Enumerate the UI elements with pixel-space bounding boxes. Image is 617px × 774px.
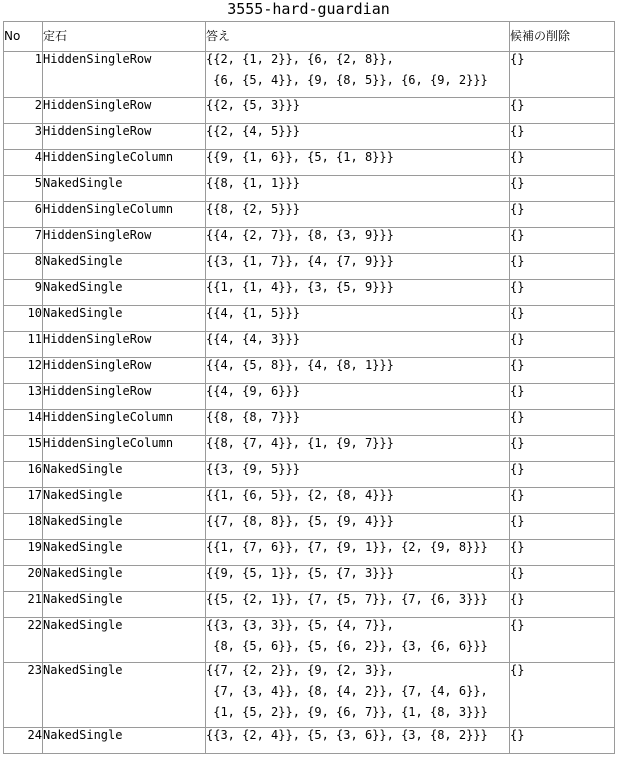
technique-cell: NakedSingle — [43, 462, 206, 488]
table-row — [4, 462, 615, 488]
answer-cell — [206, 488, 510, 514]
technique-cell: NakedSingle — [43, 306, 206, 332]
technique-cell: NakedSingle — [43, 592, 206, 618]
step-number: 10 — [4, 306, 43, 332]
page-title: 3555-hard-guardian — [227, 0, 390, 18]
table-row — [4, 332, 615, 358]
answer-cell — [206, 592, 510, 618]
removal-cell: {} — [510, 728, 615, 754]
answer-line: {{3, {2, 4}}, {5, {3, 6}}, {3, {8, 2}}} — [206, 728, 488, 742]
answer-line: {{2, {1, 2}}, {6, {2, 8}}, — [206, 52, 394, 66]
table-row — [4, 228, 615, 254]
table-row — [4, 663, 615, 728]
technique-cell: NakedSingle — [43, 514, 206, 540]
step-number: 18 — [4, 514, 43, 540]
technique-cell: HiddenSingleColumn — [43, 202, 206, 228]
removal-cell: {} — [510, 618, 615, 663]
step-number: 13 — [4, 384, 43, 410]
technique-cell: NakedSingle — [43, 540, 206, 566]
removal-cell: {} — [510, 410, 615, 436]
technique-cell: NakedSingle — [43, 488, 206, 514]
technique-cell: NakedSingle — [43, 280, 206, 306]
header-no: No — [4, 22, 43, 52]
answer-cell — [206, 150, 510, 176]
technique-cell: HiddenSingleColumn — [43, 436, 206, 462]
technique-cell: HiddenSingleColumn — [43, 150, 206, 176]
answer-cell — [206, 280, 510, 306]
answer-line: {7, {3, 4}}, {8, {4, 2}}, {7, {4, 6}}, — [206, 684, 488, 698]
header-answer: 答え — [206, 22, 510, 52]
technique-cell: HiddenSingleRow — [43, 332, 206, 358]
answer-line: {1, {5, 2}}, {9, {6, 7}}, {1, {8, 3}}} — [206, 705, 488, 719]
answer-line: {{2, {5, 3}}} — [206, 98, 300, 112]
steps-table — [3, 21, 615, 754]
removal-cell: {} — [510, 566, 615, 592]
technique-cell: HiddenSingleRow — [43, 52, 206, 98]
table-row — [4, 306, 615, 332]
technique-cell: NakedSingle — [43, 176, 206, 202]
removal-cell: {} — [510, 52, 615, 98]
answer-line: {{1, {7, 6}}, {7, {9, 1}}, {2, {9, 8}}} — [206, 540, 488, 554]
table-row — [4, 98, 615, 124]
removal-cell: {} — [510, 306, 615, 332]
answer-line: {{9, {5, 1}}, {5, {7, 3}}} — [206, 566, 394, 580]
step-number: 19 — [4, 540, 43, 566]
answer-cell — [206, 436, 510, 462]
step-number: 4 — [4, 150, 43, 176]
answer-cell — [206, 566, 510, 592]
table-body — [4, 52, 615, 754]
answer-line: {{8, {7, 4}}, {1, {9, 7}}} — [206, 436, 394, 450]
answer-cell — [206, 52, 510, 98]
answer-cell — [206, 410, 510, 436]
answer-line: {{2, {4, 5}}} — [206, 124, 300, 138]
technique-cell: NakedSingle — [43, 566, 206, 592]
answer-line: {{7, {2, 2}}, {9, {2, 3}}, — [206, 663, 394, 677]
header-removal: 候補の削除 — [510, 22, 615, 52]
removal-cell: {} — [510, 228, 615, 254]
answer-line: {8, {5, 6}}, {5, {6, 2}}, {3, {6, 6}}} — [206, 639, 488, 653]
removal-cell: {} — [510, 124, 615, 150]
removal-cell: {} — [510, 488, 615, 514]
step-number: 2 — [4, 98, 43, 124]
removal-cell: {} — [510, 462, 615, 488]
answer-line: {{1, {1, 4}}, {3, {5, 9}}} — [206, 280, 394, 294]
removal-cell: {} — [510, 254, 615, 280]
step-number: 20 — [4, 566, 43, 592]
removal-cell: {} — [510, 332, 615, 358]
technique-cell: HiddenSingleRow — [43, 124, 206, 150]
table-row — [4, 254, 615, 280]
removal-cell: {} — [510, 280, 615, 306]
step-number: 5 — [4, 176, 43, 202]
table-row — [4, 202, 615, 228]
table-row — [4, 514, 615, 540]
technique-cell: NakedSingle — [43, 618, 206, 663]
removal-cell: {} — [510, 384, 615, 410]
removal-cell: {} — [510, 150, 615, 176]
step-number: 8 — [4, 254, 43, 280]
step-number: 15 — [4, 436, 43, 462]
removal-cell: {} — [510, 436, 615, 462]
table-row — [4, 150, 615, 176]
answer-line: {{4, {2, 7}}, {8, {3, 9}}} — [206, 228, 394, 242]
answer-cell — [206, 98, 510, 124]
table-row — [4, 592, 615, 618]
step-number: 7 — [4, 228, 43, 254]
answer-line: {{3, {9, 5}}} — [206, 462, 300, 476]
answer-cell — [206, 540, 510, 566]
table-row — [4, 618, 615, 663]
step-number: 11 — [4, 332, 43, 358]
removal-cell: {} — [510, 202, 615, 228]
answer-line: {{4, {5, 8}}, {4, {8, 1}}} — [206, 358, 394, 372]
answer-cell — [206, 663, 510, 728]
technique-cell: NakedSingle — [43, 254, 206, 280]
step-number: 22 — [4, 618, 43, 663]
table-row — [4, 540, 615, 566]
table-row — [4, 52, 615, 98]
answer-cell — [206, 332, 510, 358]
removal-cell: {} — [510, 540, 615, 566]
answer-line: {{3, {3, 3}}, {5, {4, 7}}, — [206, 618, 394, 632]
removal-cell: {} — [510, 358, 615, 384]
step-number: 1 — [4, 52, 43, 98]
answer-cell — [206, 384, 510, 410]
answer-line: {{4, {1, 5}}} — [206, 306, 300, 320]
step-number: 9 — [4, 280, 43, 306]
answer-cell — [206, 176, 510, 202]
technique-cell: NakedSingle — [43, 663, 206, 728]
removal-cell: {} — [510, 176, 615, 202]
answer-line: {{1, {6, 5}}, {2, {8, 4}}} — [206, 488, 394, 502]
answer-line: {{8, {1, 1}}} — [206, 176, 300, 190]
answer-line: {{7, {8, 8}}, {5, {9, 4}}} — [206, 514, 394, 528]
answer-line: {{4, {9, 6}}} — [206, 384, 300, 398]
answer-cell — [206, 358, 510, 384]
table-row — [4, 280, 615, 306]
step-number: 23 — [4, 663, 43, 728]
answer-line: {{5, {2, 1}}, {7, {5, 7}}, {7, {6, 3}}} — [206, 592, 488, 606]
answer-line: {6, {5, 4}}, {9, {8, 5}}, {6, {9, 2}}} — [206, 73, 488, 87]
step-number: 6 — [4, 202, 43, 228]
table-row — [4, 384, 615, 410]
answer-cell — [206, 462, 510, 488]
step-number: 16 — [4, 462, 43, 488]
header-technique: 定石 — [43, 22, 206, 52]
answer-line: {{3, {1, 7}}, {4, {7, 9}}} — [206, 254, 394, 268]
answer-line: {{8, {8, 7}}} — [206, 410, 300, 424]
table-row — [4, 436, 615, 462]
table-row — [4, 488, 615, 514]
technique-cell: HiddenSingleRow — [43, 384, 206, 410]
table-row — [4, 728, 615, 754]
answer-cell — [206, 124, 510, 150]
table-row — [4, 566, 615, 592]
answer-line: {{4, {4, 3}}} — [206, 332, 300, 346]
answer-cell — [206, 306, 510, 332]
step-number: 3 — [4, 124, 43, 150]
answer-cell — [206, 728, 510, 754]
technique-cell: HiddenSingleRow — [43, 228, 206, 254]
answer-line: {{8, {2, 5}}} — [206, 202, 300, 216]
table-row — [4, 176, 615, 202]
header-row — [4, 22, 615, 52]
removal-cell: {} — [510, 98, 615, 124]
removal-cell: {} — [510, 514, 615, 540]
step-number: 12 — [4, 358, 43, 384]
step-number: 24 — [4, 728, 43, 754]
table-row — [4, 124, 615, 150]
answer-line: {{9, {1, 6}}, {5, {1, 8}}} — [206, 150, 394, 164]
table-row — [4, 410, 615, 436]
answer-cell — [206, 254, 510, 280]
step-number: 17 — [4, 488, 43, 514]
step-number: 14 — [4, 410, 43, 436]
table-row — [4, 358, 615, 384]
technique-cell: NakedSingle — [43, 728, 206, 754]
technique-cell: HiddenSingleColumn — [43, 410, 206, 436]
answer-cell — [206, 202, 510, 228]
removal-cell: {} — [510, 592, 615, 618]
answer-cell — [206, 514, 510, 540]
technique-cell: HiddenSingleRow — [43, 358, 206, 384]
step-number: 21 — [4, 592, 43, 618]
technique-cell: HiddenSingleRow — [43, 98, 206, 124]
answer-cell — [206, 618, 510, 663]
answer-cell — [206, 228, 510, 254]
removal-cell: {} — [510, 663, 615, 728]
